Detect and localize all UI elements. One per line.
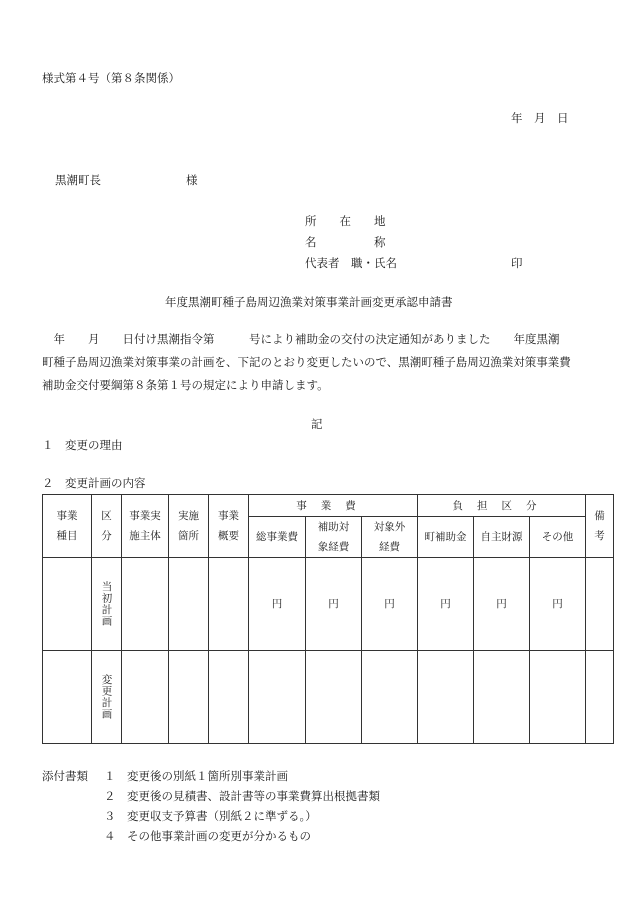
yen-unit: 円 xyxy=(249,558,306,651)
header-business-type: 事業 種目 xyxy=(43,495,92,558)
header-total-cost: 総事業費 xyxy=(249,517,306,558)
attachment-item: ４ その他事業計画の変更が分かるもの xyxy=(104,829,311,843)
attachment-item: １ 変更後の別紙１箇所別事業計画 xyxy=(104,769,288,783)
header-implementer: 事業実 施主体 xyxy=(122,495,169,558)
header-burden-share: 負担区分 xyxy=(418,495,586,517)
table-row xyxy=(43,558,614,651)
addressee: 黒潮町長 xyxy=(55,173,101,187)
body-line: 町種子島周辺漁業対策事業の計画を、下記のとおり変更したいので、黒潮町種子島周辺漁業対策事業費 xyxy=(42,355,571,369)
date-line: 年 月 日 xyxy=(511,111,569,125)
yen-unit: 円 xyxy=(418,558,474,651)
yen-unit: 円 xyxy=(306,558,362,651)
cell xyxy=(169,558,209,651)
body-line: 補助金交付要綱第８条第１号の規定により申請します。 xyxy=(42,378,329,392)
cell xyxy=(249,651,306,744)
plan-table xyxy=(42,494,614,744)
header-own-funds: 自主財源 xyxy=(474,517,530,558)
cell xyxy=(209,651,249,744)
cell xyxy=(418,651,474,744)
cell xyxy=(122,651,169,744)
cell xyxy=(530,651,586,744)
cell xyxy=(362,651,418,744)
body-line: 年 月 日付け黒潮指令第 号により補助金の交付の決定通知がありました 年度黒潮 xyxy=(42,332,560,346)
section-reason: １ 変更の理由 xyxy=(42,438,123,452)
table-row xyxy=(43,651,614,744)
cell xyxy=(169,651,209,744)
cell xyxy=(586,558,614,651)
cell xyxy=(43,558,92,651)
yen-unit: 円 xyxy=(362,558,418,651)
header-location: 実施 箇所 xyxy=(169,495,209,558)
row-changed-plan: 変更計画 xyxy=(92,651,122,744)
addressee-suffix: 様 xyxy=(186,173,198,187)
header-project-cost: 事業費 xyxy=(249,495,418,517)
form-number: 様式第４号（第８条関係） xyxy=(42,71,180,85)
cell xyxy=(306,651,362,744)
cell xyxy=(474,651,530,744)
row-initial-plan: 当初計画 xyxy=(92,558,122,651)
document-title: 年度黒潮町種子島周辺漁業対策事業計画変更承認申請書 xyxy=(165,295,453,309)
yen-unit: 円 xyxy=(474,558,530,651)
cell xyxy=(122,558,169,651)
header-other: その他 xyxy=(530,517,586,558)
yen-unit: 円 xyxy=(530,558,586,651)
attachment-item: ２ 変更後の見積書、設計書等の事業費算出根拠書類 xyxy=(104,789,380,803)
header-non-target: 対象外 経費 xyxy=(362,517,418,558)
applicant-address-label: 所 在 地 xyxy=(305,214,386,228)
header-overview: 事業 概要 xyxy=(209,495,249,558)
body-text xyxy=(42,328,590,397)
header-town-subsidy: 町補助金 xyxy=(418,517,474,558)
attachments-label: 添付書類 xyxy=(42,769,88,783)
attachment-item: ３ 変更収支予算書（別紙２に準ずる。） xyxy=(104,809,317,823)
cell xyxy=(43,651,92,744)
header-category: 区 分 xyxy=(92,495,122,558)
applicant-name-label: 名 称 xyxy=(305,235,386,249)
applicant-representative-label: 代表者 職・氏名 xyxy=(305,256,397,270)
header-remarks: 備 考 xyxy=(586,495,614,558)
section-plan-content: ２ 変更計画の内容 xyxy=(42,476,146,490)
ki-mark: 記 xyxy=(311,417,323,431)
header-subsidy-target: 補助対 象経費 xyxy=(306,517,362,558)
cell xyxy=(586,651,614,744)
cell xyxy=(209,558,249,651)
seal-mark: 印 xyxy=(511,256,523,270)
